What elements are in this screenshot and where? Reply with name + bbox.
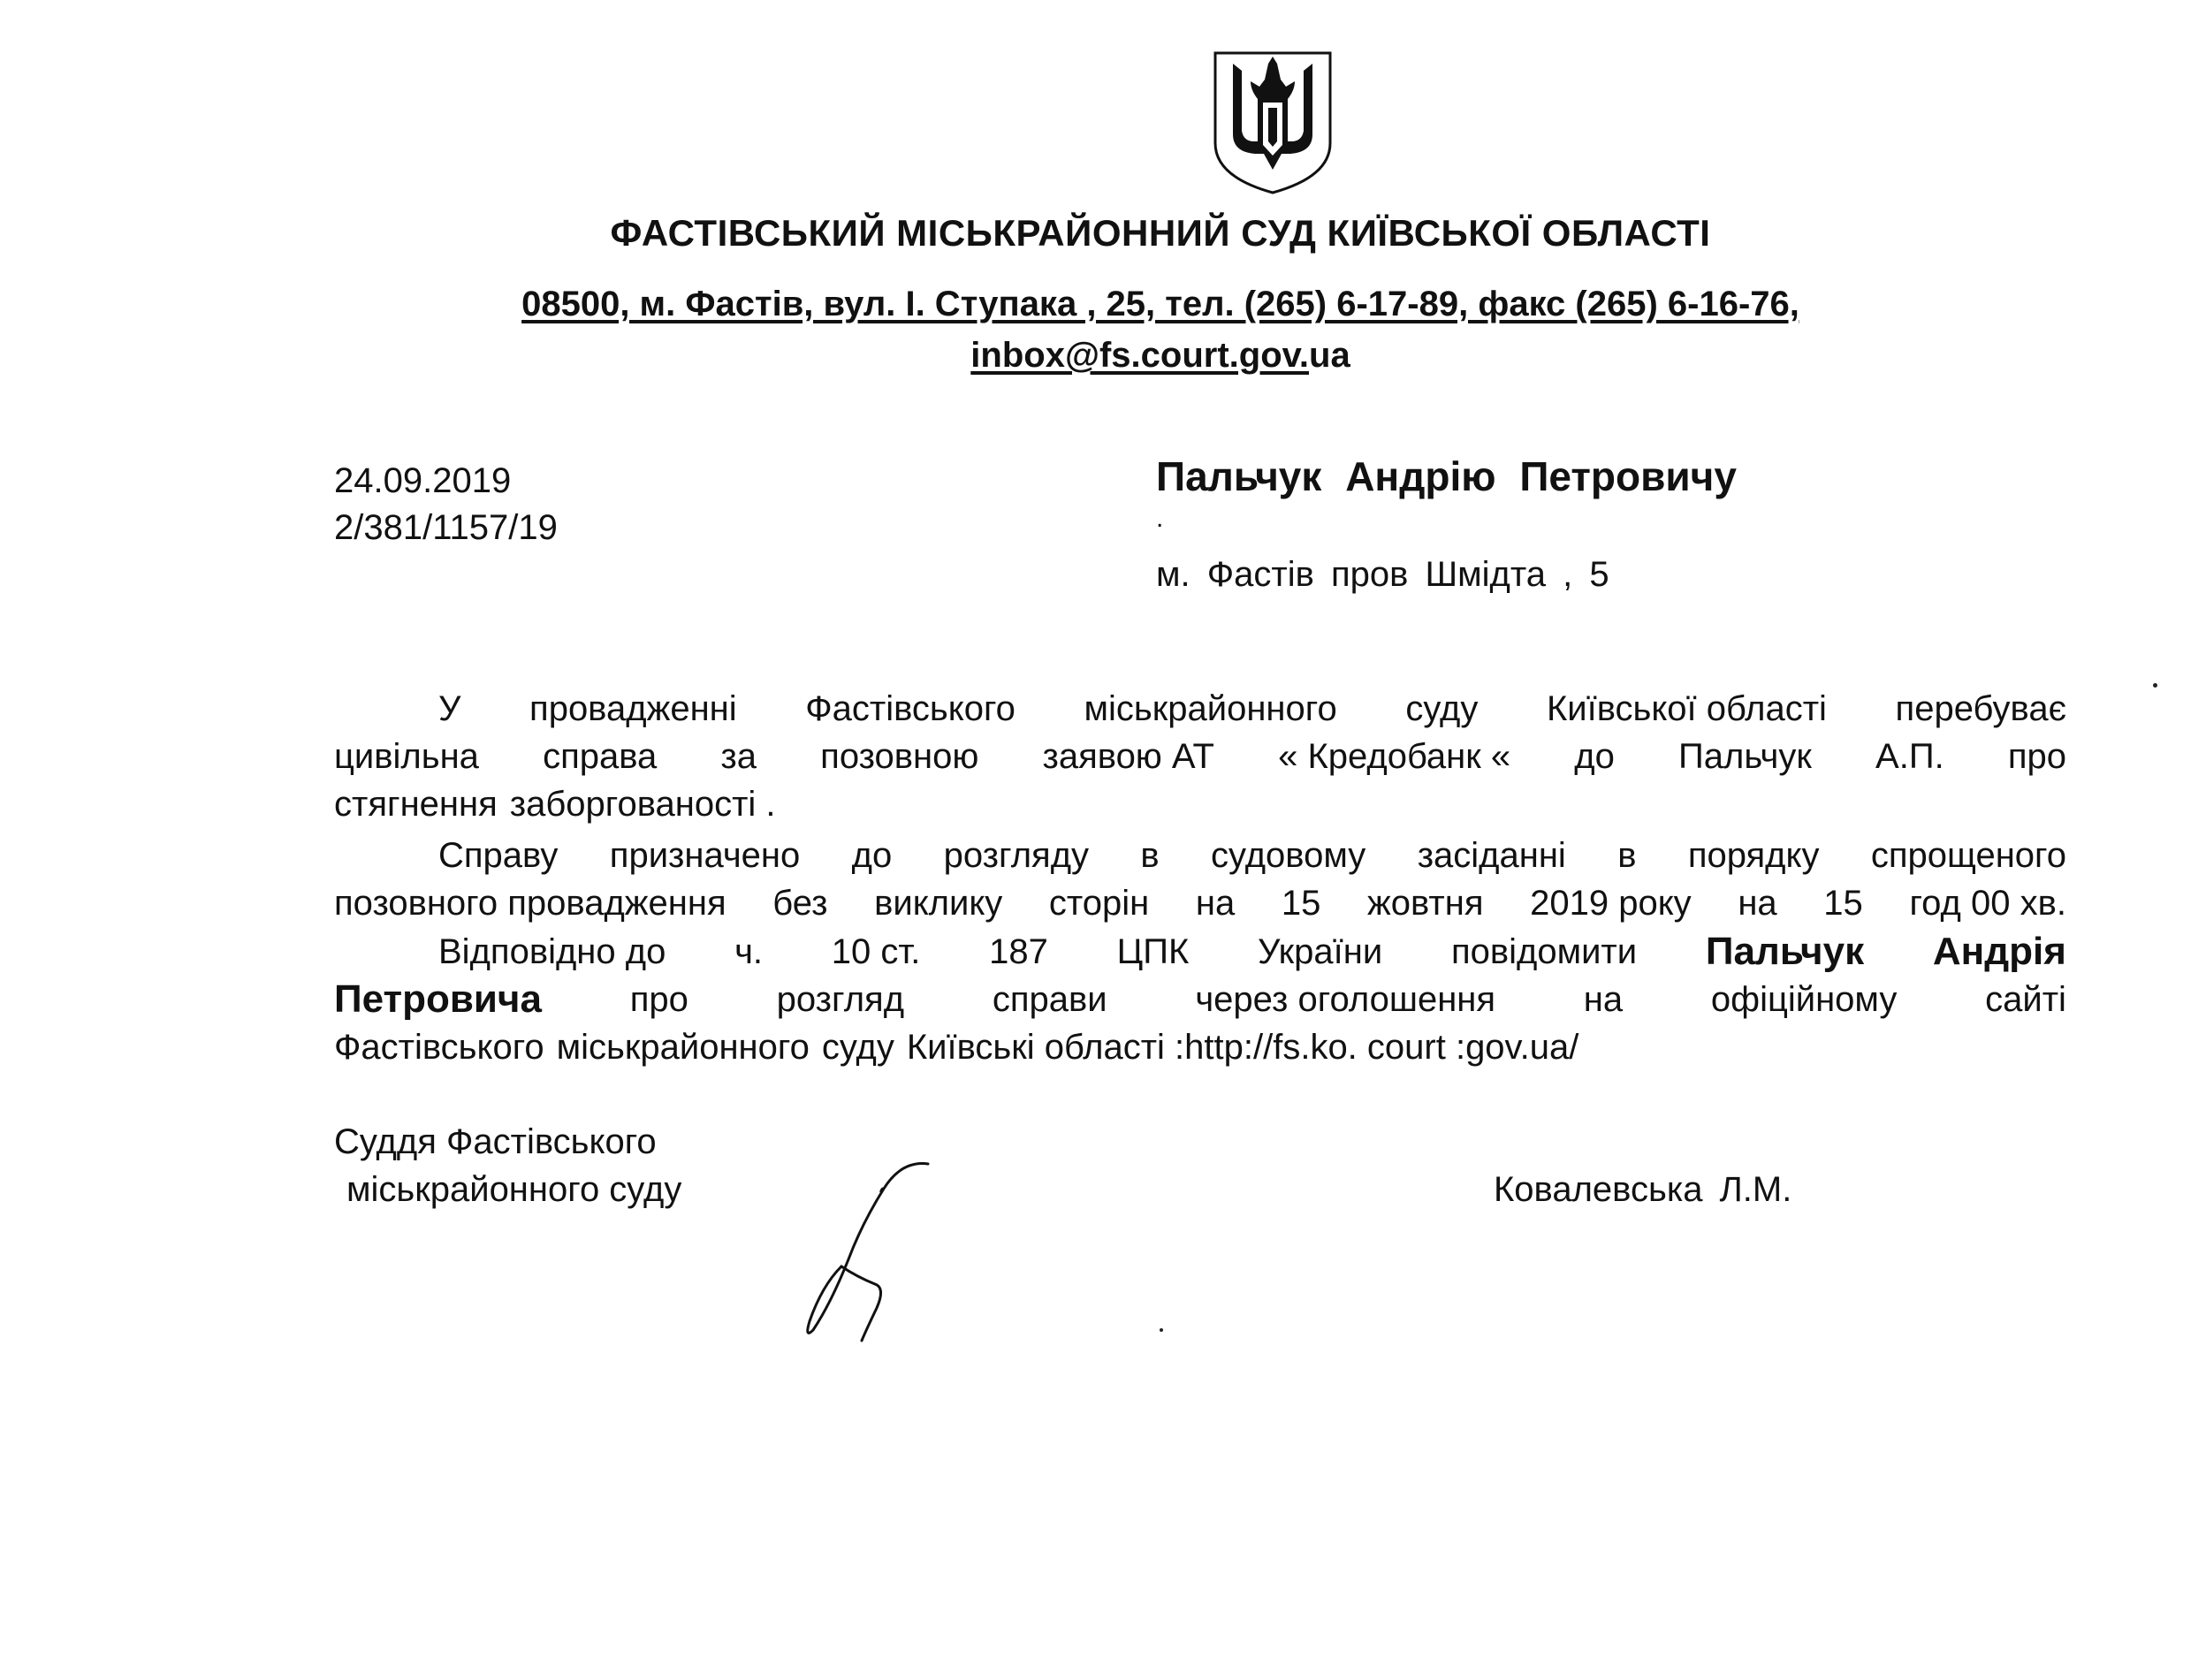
word: ЦПК <box>1116 932 1190 971</box>
word: 15 <box>1281 884 1321 923</box>
court-email <box>0 336 2206 376</box>
handwritten-signature-icon <box>778 1153 937 1348</box>
word: позовною <box>820 737 979 776</box>
court-name: ФАСТІВСЬКИЙ МІСЬКРАЙОННИЙ СУД КИЇВСЬКОЇ ОБЛАСТІ <box>610 212 1711 254</box>
word: повідомити <box>1450 932 1638 971</box>
word: про <box>629 980 688 1019</box>
word: провадженні <box>529 689 737 728</box>
word: виклику <box>874 884 1003 923</box>
p3-line-1 <box>334 928 2066 976</box>
p2-line-2 <box>334 879 2066 927</box>
word: офіційному <box>1710 980 1898 1019</box>
p3-line-2 <box>334 976 2066 1023</box>
word: за <box>720 737 757 776</box>
word: суду <box>1405 689 1479 728</box>
word: міськрайонного <box>1084 689 1337 728</box>
word: на <box>1195 884 1236 923</box>
scan-speck <box>2153 683 2157 688</box>
word: 2019 року <box>1530 884 1692 923</box>
word: через оголошення <box>1195 980 1496 1019</box>
paragraph-1 <box>334 685 2066 828</box>
word: в <box>1617 836 1637 875</box>
word: сторін <box>1048 884 1150 923</box>
word: 187 <box>989 932 1048 971</box>
word: справи <box>992 980 1107 1019</box>
judge-title-line-2: міськрайонного суду <box>346 1170 682 1209</box>
word: жовтня <box>1367 884 1484 923</box>
p2-line-1 <box>334 832 2066 879</box>
word: до <box>851 836 893 875</box>
word: перебуває <box>1895 689 2066 728</box>
word: міськрайонного <box>556 1028 810 1067</box>
letter-reference: 2/381/1157/19 <box>334 508 558 547</box>
defendant-surname: Пальчук <box>1705 930 1865 973</box>
defendant-first-name: Андрія <box>1932 930 2066 973</box>
word: 10 ст. <box>831 932 921 971</box>
word: стягнення <box>334 785 498 824</box>
word: судовому <box>1211 836 1366 875</box>
court-address-text: 08500, м. Фастів, вул. І. Ступака , 25, тел. (265) 6-17-89, факс (265) 6-16-76, <box>521 285 1799 323</box>
word: заявою АТ <box>1042 737 1214 776</box>
word: ч. <box>734 932 764 971</box>
word: порядку <box>1687 836 1820 875</box>
court-email-tail: ua <box>1309 336 1350 375</box>
word: України <box>1258 932 1383 971</box>
word: Фастівського <box>334 1028 544 1067</box>
letter-date: 24.09.2019 <box>334 461 512 500</box>
scan-speck <box>1160 1328 1163 1332</box>
word: цивільна <box>334 737 479 776</box>
court-address <box>0 285 2206 324</box>
word: засіданні <box>1417 836 1566 875</box>
p1-line-1 <box>334 685 2066 733</box>
court-website-text: Київські області :http://fs.ko. court :gov.ua/ <box>906 1028 1579 1067</box>
word: Відповідно до <box>438 932 666 971</box>
word: на <box>1583 980 1624 1019</box>
court-email-underlined: inbox@fs.court.gov. <box>970 336 1310 375</box>
judge-name: Ковалевська Л.М. <box>1494 1170 1792 1209</box>
word: розгляд <box>776 980 905 1019</box>
word: суду <box>821 1028 894 1067</box>
word: спрощеного <box>1870 836 2066 875</box>
word: в <box>1140 836 1160 875</box>
word: У <box>438 689 461 728</box>
word: до <box>1574 737 1615 776</box>
p3-line-3 <box>334 1023 2066 1071</box>
addressee-dot: . <box>1156 504 1164 533</box>
word: Справу <box>438 836 559 875</box>
word: позовного провадження <box>334 884 726 923</box>
p1-line-3 <box>334 780 2066 828</box>
p1-line-2 <box>334 733 2066 780</box>
word: Пальчук <box>1678 737 1812 776</box>
word: Фастівського <box>805 689 1016 728</box>
addressee-name: Пальчук Андрію Петровичу <box>1156 453 1737 499</box>
defendant-patronymic: Петровича <box>334 977 542 1021</box>
paragraph-2 <box>334 832 2066 927</box>
word: на <box>1738 884 1777 923</box>
word: А.П. <box>1875 737 1944 776</box>
judge-title-line-1: Суддя Фастівського <box>334 1122 657 1161</box>
word: призначено <box>609 836 801 875</box>
paragraph-3 <box>334 928 2066 1071</box>
word: справа <box>543 737 658 776</box>
word: Київської області <box>1546 689 1827 728</box>
word: заборгованості . <box>509 785 776 824</box>
trident-emblem-icon <box>1206 46 1339 196</box>
word: сайті <box>1985 980 2066 1019</box>
word: год 00 хв. <box>1909 884 2066 923</box>
addressee-address: м. Фастів пров Шмідта , 5 <box>1156 555 1609 594</box>
word: про <box>2007 737 2066 776</box>
word: « Кредобанк « <box>1278 737 1511 776</box>
word: 15 <box>1823 884 1863 923</box>
word: розгляду <box>943 836 1090 875</box>
word: без <box>772 884 828 923</box>
